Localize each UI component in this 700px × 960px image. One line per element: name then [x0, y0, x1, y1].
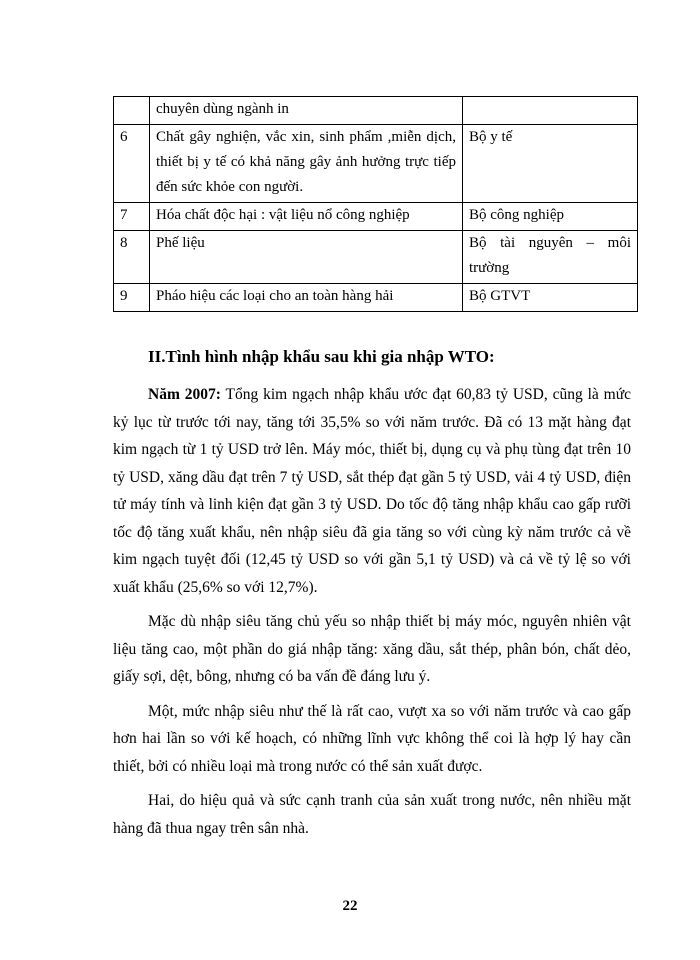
paragraph-point-one: Một, mức nhập siêu như thế là rất cao, vượt xa so với năm trước và cao gấp hơn hai lần so với kế hoạch, có những lĩnh vực không thể coi là hợp lý hay cần thiết, bởi có nhiều loại mà trong nước có thể sản xuất được.	[113, 702, 631, 775]
row-agency: Bộ tài nguyên – môi trường	[463, 231, 638, 284]
section-heading: II.Tình hình nhập khẩu sau khi gia nhập WTO:	[148, 347, 495, 366]
row-item: Pháo hiệu các loại cho an toàn hàng hải	[150, 284, 463, 312]
row-agency	[463, 97, 638, 125]
row-number	[114, 97, 150, 125]
row-item: Hóa chất độc hại : vật liệu nổ công nghiệp	[150, 203, 463, 231]
row-number: 9	[114, 284, 150, 312]
row-agency: Bộ GTVT	[463, 284, 638, 312]
table-row	[114, 231, 638, 284]
paragraph-text: Tổng kim ngạch nhập khẩu ước đạt 60,83 tỷ USD, cũng là mức kỷ lục từ trước tới nay, tăng tới 35,5% so với năm trước. Đã có 13 mặt hàng đạt kim ngạch từ 1 tỷ USD trở lên. Máy móc, thiết bị, dụng cụ và phụ tùng đạt trên 10 tỷ USD, xăng dầu đạt trên 7 tỷ USD, sắt thép đạt gần 5 tỷ USD, vải 4 tỷ USD, điện tử máy tính và linh kiện đạt gần 3 tỷ USD. Do tốc độ tăng nhập khẩu cao gấp rưỡi tốc độ tăng xuất khẩu, nên nhập siêu đã gia tăng so với cùng kỳ năm trước cả về kim ngạch tuyệt đối (12,45 tỷ USD so với gần 5,1 tỷ USD) và cả về tỷ lệ so với xuất khẩu (25,6% so với 12,7%).	[113, 386, 631, 596]
table-row	[114, 97, 638, 125]
row-number: 6	[114, 125, 150, 203]
page-number: 22	[342, 898, 358, 914]
table-row	[114, 125, 638, 203]
paragraph-2007	[113, 381, 631, 601]
regulation-table	[113, 96, 638, 312]
paragraph-import-causes: Mặc dù nhập siêu tăng chủ yếu so nhập thiết bị máy móc, nguyên nhiên vật liệu tăng cao, một phần do giá nhập tăng: xăng dầu, sắt thép, phân bón, chất dẻo, giấy sợi, dệt, bông, nhưng có ba vấn đề đáng lưu ý.	[113, 613, 631, 685]
row-agency: Bộ công nghiệp	[463, 203, 638, 231]
row-item: Chất gây nghiện, vắc xin, sinh phẩm ,miễn dịch, thiết bị y tế có khả năng gây ảnh hưởng trực tiếp đến sức khỏe con người.	[150, 125, 463, 203]
table-row	[114, 284, 638, 312]
paragraph-point-two: Hai, do hiệu quả và sức cạnh tranh của sản xuất trong nước, nên nhiều mặt hàng đã thua ngay trên sân nhà.	[113, 792, 631, 837]
row-agency: Bộ y tế	[463, 125, 638, 203]
row-number: 8	[114, 231, 150, 284]
row-item: chuyên dùng ngành in	[150, 97, 463, 125]
row-item: Phế liệu	[150, 231, 463, 284]
body-text	[113, 381, 631, 842]
row-number: 7	[114, 203, 150, 231]
paragraph-lead: Năm 2007:	[148, 386, 221, 403]
table-row	[114, 203, 638, 231]
